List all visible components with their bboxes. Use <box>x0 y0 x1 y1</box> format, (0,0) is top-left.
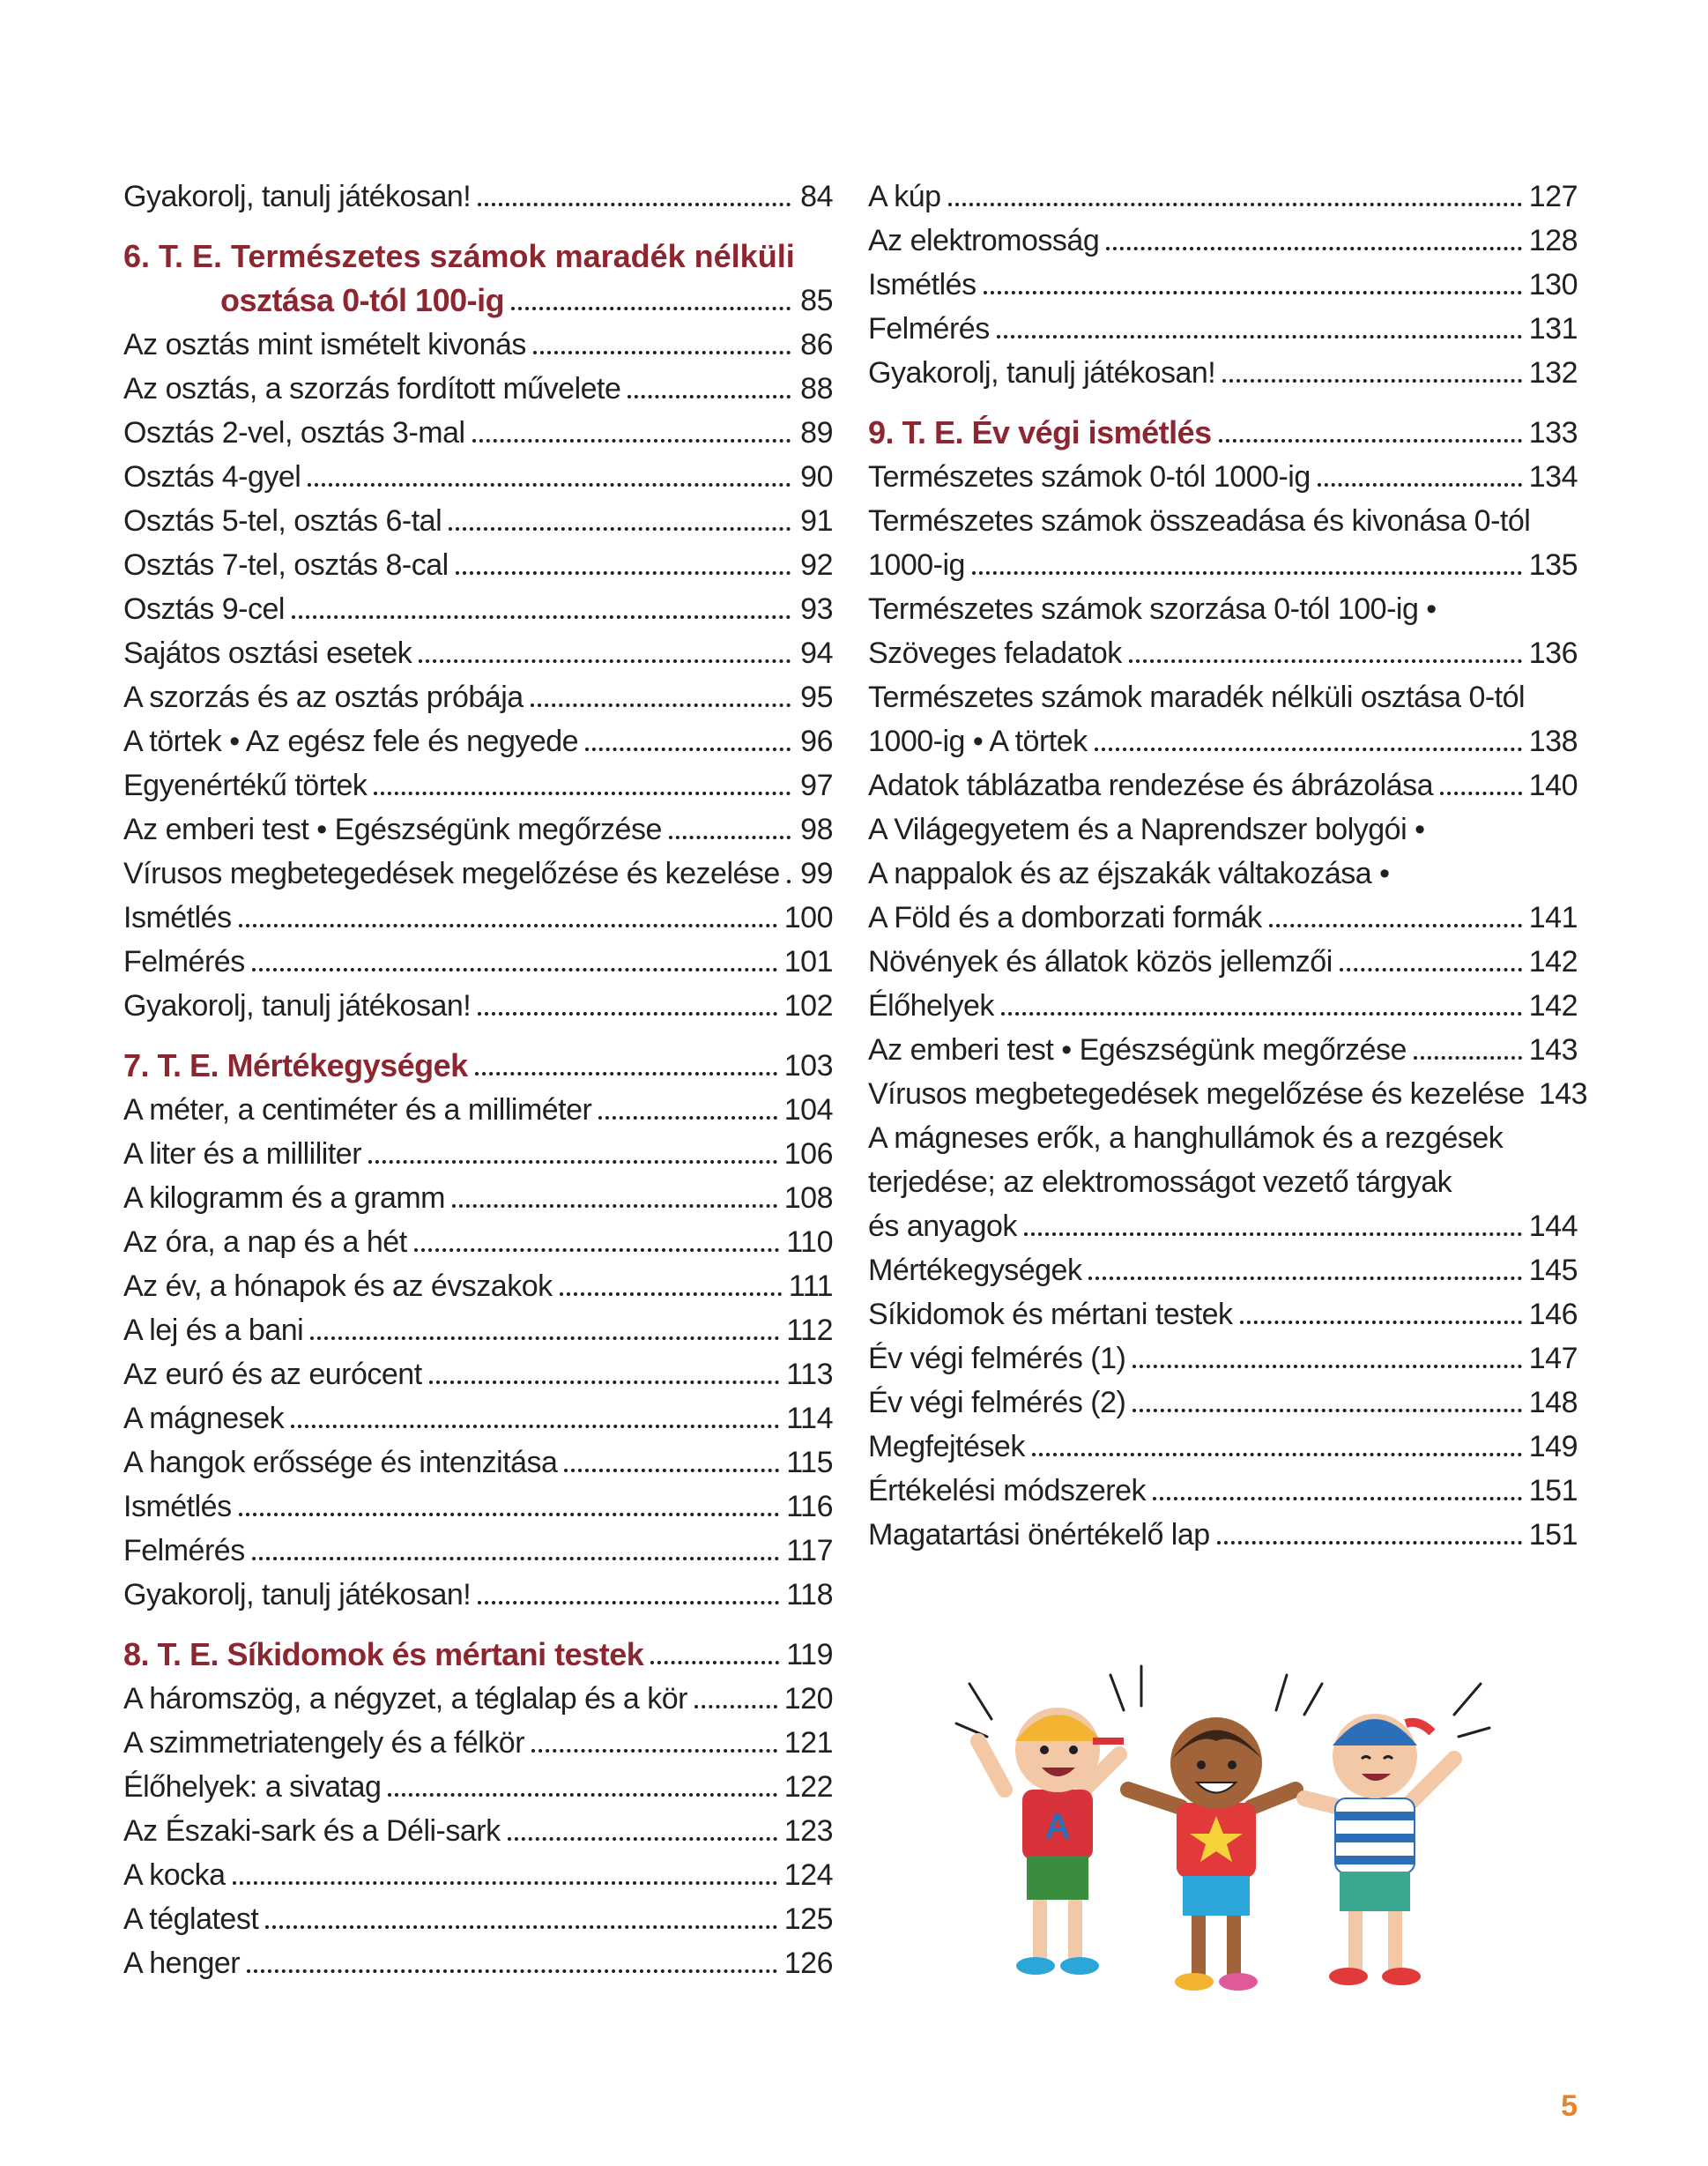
toc-entry-title: Síkidomok és mértani testek <box>868 1298 1233 1331</box>
dot-leader <box>478 203 791 206</box>
toc-entry-page: 151 <box>1528 1474 1578 1507</box>
toc-entry-page: 97 <box>800 769 833 802</box>
toc-entry-page: 146 <box>1528 1298 1578 1331</box>
kid-left <box>978 1708 1124 1975</box>
toc-entry-line[interactable]: Természetes számok maradék nélküli osztása 0-tól <box>868 681 1526 714</box>
toc-entry-title: A téglatest <box>123 1902 259 1936</box>
dot-leader <box>669 836 791 839</box>
toc-right-column <box>868 175 1588 1557</box>
toc-entry[interactable] <box>123 1809 833 1853</box>
toc-entry-title: Értékelési módszerek <box>868 1474 1147 1507</box>
toc-entry-title: és anyagok <box>868 1210 1017 1243</box>
toc-entry-title: Osztás 7-tel, osztás 8-cal <box>123 548 449 582</box>
toc-entry-title: Növények és állatok közös jellemzői <box>868 945 1333 979</box>
toc-entry[interactable] <box>868 1513 1578 1557</box>
dot-leader <box>310 1336 779 1340</box>
toc-entry-page: 141 <box>1528 901 1578 934</box>
dot-leader <box>533 351 791 354</box>
toc-entry-title: osztása 0-tól 100-ig <box>220 282 505 318</box>
toc-entry[interactable] <box>123 367 833 411</box>
toc-entry-page: 119 <box>786 1638 833 1671</box>
toc-entry[interactable] <box>123 1132 833 1176</box>
toc-entry[interactable] <box>868 984 1578 1028</box>
toc-entry[interactable] <box>123 323 833 367</box>
dot-leader <box>650 1661 779 1664</box>
page-number: 5 <box>1561 2089 1578 2123</box>
dot-leader <box>1318 483 1522 487</box>
toc-entry[interactable] <box>123 719 833 763</box>
toc-entry[interactable] <box>123 1677 833 1721</box>
toc-entry-page: 86 <box>800 328 833 361</box>
dot-leader <box>388 1793 776 1797</box>
toc-entry-page: 132 <box>1528 356 1578 390</box>
toc-entry[interactable] <box>868 1425 1578 1469</box>
toc-entry[interactable] <box>123 984 833 1028</box>
toc-entry[interactable] <box>123 1897 833 1941</box>
toc-entry-page: 112 <box>786 1314 833 1347</box>
shirt-letter: A <box>1044 1807 1071 1846</box>
kid-right <box>1304 1714 1454 1985</box>
toc-entry-page: 94 <box>800 636 833 670</box>
toc-entry-page: 92 <box>800 548 833 582</box>
toc-entry-page: 121 <box>783 1726 833 1760</box>
toc-entry-title: Felmérés <box>868 312 990 346</box>
toc-entry-title: Sajátos osztási esetek <box>123 636 412 670</box>
toc-entry-page: 108 <box>783 1181 833 1215</box>
toc-entry-page: 142 <box>1528 945 1578 979</box>
toc-entry-page: 143 <box>1528 1033 1578 1067</box>
toc-entry-page: 147 <box>1528 1342 1578 1375</box>
toc-entry-page: 88 <box>800 372 833 406</box>
toc-entry[interactable] <box>123 1573 833 1617</box>
toc-entry[interactable] <box>123 1088 833 1132</box>
toc-entry-page: 130 <box>1528 268 1578 301</box>
toc-entry-line[interactable]: terjedése; az elektromosságot vezető tárgyak <box>868 1165 1452 1199</box>
dot-leader <box>531 1749 777 1753</box>
toc-entry-page: 136 <box>1528 636 1578 670</box>
toc-entry-line[interactable]: A Világegyetem és a Naprendszer bolygói • <box>868 813 1425 846</box>
toc-entry-title: Év végi felmérés (1) <box>868 1342 1126 1375</box>
toc-entry-title: A szimmetriatengely és a félkör <box>123 1726 525 1760</box>
toc-entry[interactable] <box>868 1469 1578 1513</box>
toc-entry-page: 102 <box>783 989 833 1023</box>
toc-entry-title: Az osztás, a szorzás fordított művelete <box>123 372 621 406</box>
toc-entry[interactable] <box>123 1176 833 1220</box>
toc-entry[interactable] <box>868 455 1578 499</box>
toc-entry[interactable] <box>868 631 1578 675</box>
toc-entry[interactable] <box>123 543 833 587</box>
dot-leader <box>1414 1056 1522 1060</box>
toc-entry[interactable] <box>123 1220 833 1264</box>
toc-entry[interactable] <box>868 1336 1578 1381</box>
toc-entry-title: Felmérés <box>123 1534 245 1567</box>
dot-leader <box>598 1116 776 1120</box>
toc-entry[interactable] <box>868 263 1578 307</box>
toc-entry-page: 100 <box>783 901 833 934</box>
dot-leader <box>475 1072 777 1076</box>
toc-entry-title: Az euró és az eurócent <box>123 1358 422 1391</box>
toc-entry-page: 140 <box>1528 769 1578 802</box>
toc-entry-page: 142 <box>1528 989 1578 1023</box>
dot-leader <box>265 1925 776 1929</box>
toc-entry-title: Ismétlés <box>123 901 232 934</box>
dot-leader <box>414 1248 780 1252</box>
toc-entry[interactable] <box>123 808 833 852</box>
toc-entry-title: Osztás 2-vel, osztás 3-mal <box>123 416 465 450</box>
toc-entry-title: A henger <box>123 1946 241 1980</box>
toc-entry-title: 8. T. E. Síkidomok és mértani testek <box>123 1636 644 1672</box>
dot-leader <box>368 1160 777 1164</box>
cheering-kids-illustration <box>952 1657 1498 2028</box>
toc-entry[interactable] <box>868 940 1578 984</box>
dot-leader <box>252 968 777 971</box>
dot-leader <box>1269 924 1522 927</box>
section-heading-8[interactable] <box>123 1633 833 1677</box>
toc-entry-page: 91 <box>800 504 833 538</box>
dot-leader <box>478 1012 777 1016</box>
dot-leader <box>472 439 791 443</box>
dot-leader <box>1088 1277 1521 1280</box>
toc-entry-title: 9. T. E. Év végi ismétlés <box>868 414 1212 450</box>
toc-entry[interactable] <box>868 763 1578 808</box>
toc-entry-title: A törtek • Az egész fele és negyede <box>123 725 579 758</box>
toc-entry-title: Év végi felmérés (2) <box>868 1386 1126 1419</box>
section-heading-9[interactable] <box>868 411 1578 455</box>
dot-leader <box>1153 1497 1522 1500</box>
toc-entry-line[interactable]: A nappalok és az éjszakák váltakozása • <box>868 857 1390 890</box>
toc-entry[interactable] <box>123 499 833 543</box>
toc-entry-title: Az emberi test • Egészségünk megőrzése <box>868 1033 1407 1067</box>
toc-entry-title: A kilogramm és a gramm <box>123 1181 445 1215</box>
toc-entry[interactable] <box>868 1248 1578 1292</box>
dot-leader <box>1440 792 1522 795</box>
dot-leader <box>560 1292 782 1296</box>
dot-leader <box>984 291 1522 294</box>
toc-entry-title: Az Északi-sark és a Déli-sark <box>123 1814 501 1848</box>
dot-leader <box>1106 247 1522 250</box>
dot-leader <box>787 880 791 883</box>
toc-entry[interactable] <box>123 1765 833 1809</box>
dot-leader <box>564 1469 779 1472</box>
dot-leader <box>292 615 791 619</box>
toc-entry-page: 123 <box>783 1814 833 1848</box>
toc-entry-page: 151 <box>1528 1518 1578 1552</box>
toc-entry-title: Élőhelyek: a sivatag <box>123 1770 382 1804</box>
section-heading-7[interactable] <box>123 1044 833 1088</box>
dot-leader <box>531 703 791 707</box>
dot-leader <box>247 1969 777 1973</box>
dot-leader <box>456 571 791 575</box>
toc-entry[interactable] <box>123 1485 833 1529</box>
toc-entry-page: 149 <box>1528 1430 1578 1463</box>
toc-entry[interactable] <box>868 896 1578 940</box>
toc-entry[interactable] <box>868 1204 1578 1248</box>
toc-entry-page: 115 <box>786 1446 833 1479</box>
toc-entry-line[interactable]: A mágneses erők, a hanghullámok és a rezgések <box>868 1121 1504 1155</box>
toc-entry[interactable] <box>123 1853 833 1897</box>
toc-entry-page: 144 <box>1528 1210 1578 1243</box>
toc-entry-page: 126 <box>783 1946 833 1980</box>
toc-entry-title: 7. T. E. Mértékegységek <box>123 1047 468 1083</box>
toc-entry-title: Osztás 4-gyel <box>123 460 301 494</box>
toc-entry[interactable] <box>123 1352 833 1396</box>
toc-entry-title: 1000-ig • A törtek <box>868 725 1088 758</box>
toc-entry-page: 93 <box>800 592 833 626</box>
toc-entry-page: 145 <box>1528 1254 1578 1287</box>
toc-entry-title: 1000-ig <box>868 548 965 582</box>
toc-entry-page: 124 <box>783 1858 833 1892</box>
toc-entry-title: Az elektromosság <box>868 224 1100 257</box>
dot-leader <box>1217 1541 1522 1544</box>
toc-entry-page: 89 <box>800 416 833 450</box>
toc-entry[interactable] <box>123 1264 833 1308</box>
dot-leader <box>1240 1321 1522 1324</box>
dot-leader <box>1001 1012 1522 1016</box>
dot-leader <box>1219 439 1522 443</box>
dot-leader <box>374 792 791 795</box>
toc-entry[interactable] <box>868 1028 1578 1072</box>
toc-entry-title: Természetes számok 0-tól 1000-ig <box>868 460 1311 494</box>
toc-entry[interactable] <box>123 455 833 499</box>
dot-leader <box>1095 748 1522 751</box>
toc-entry-page: 122 <box>783 1770 833 1804</box>
toc-entry-title: Az óra, a nap és a hét <box>123 1225 407 1259</box>
dot-leader <box>1222 379 1522 383</box>
toc-entry[interactable] <box>123 587 833 631</box>
toc-entry-page: 110 <box>786 1225 833 1259</box>
toc-entry-title: Mértékegységek <box>868 1254 1082 1287</box>
toc-entry-title: A hangok erőssége és intenzitása <box>123 1446 558 1479</box>
toc-entry-page: 106 <box>783 1137 833 1171</box>
toc-entry[interactable] <box>123 852 833 896</box>
dot-leader <box>449 527 791 531</box>
toc-entry-title: A Föld és a domborzati formák <box>868 901 1262 934</box>
dot-leader <box>308 483 791 487</box>
toc-entry[interactable] <box>868 175 1578 219</box>
toc-entry[interactable] <box>123 411 833 455</box>
toc-entry[interactable] <box>123 1440 833 1485</box>
dot-leader <box>1132 1365 1521 1368</box>
toc-entry-line[interactable]: Természetes számok szorzása 0-tól 100-ig • <box>868 592 1437 626</box>
dot-leader <box>694 1705 777 1708</box>
toc-entry[interactable] <box>123 763 833 808</box>
toc-entry-page: 113 <box>786 1358 833 1391</box>
toc-entry[interactable] <box>123 940 833 984</box>
dot-leader <box>628 395 791 398</box>
dot-leader <box>508 1837 777 1841</box>
dot-leader <box>1024 1232 1522 1236</box>
toc-entry-page: 135 <box>1528 548 1578 582</box>
toc-entry-page: 138 <box>1528 725 1578 758</box>
dot-leader <box>419 659 791 663</box>
toc-entry-page: 104 <box>783 1093 833 1127</box>
dot-leader <box>511 307 791 310</box>
toc-entry-page: 90 <box>800 460 833 494</box>
toc-left-column <box>123 175 833 1985</box>
toc-entry[interactable] <box>123 896 833 940</box>
toc-entry-title: A liter és a milliliter <box>123 1137 362 1171</box>
toc-entry-page: 116 <box>786 1490 833 1523</box>
toc-entry-page: 125 <box>783 1902 833 1936</box>
toc-entry-title: Egyenértékű törtek <box>123 769 368 802</box>
toc-entry-title: A szorzás és az osztás próbája <box>123 681 524 714</box>
toc-entry-page: 143 <box>1538 1077 1588 1111</box>
dot-leader <box>585 748 791 751</box>
toc-entry-title: Vírusos megbetegedések megelőzése és kezelése <box>123 857 780 890</box>
toc-entry-page: 131 <box>1528 312 1578 346</box>
toc-entry-page: 120 <box>783 1682 833 1716</box>
toc-entry-page: 111 <box>788 1269 833 1303</box>
toc-entry-page: 128 <box>1528 224 1578 257</box>
toc-entry-title: Szöveges feladatok <box>868 636 1122 670</box>
dot-leader <box>429 1381 780 1384</box>
toc-entry[interactable] <box>868 1072 1588 1116</box>
toc-entry-page: 99 <box>800 857 833 890</box>
toc-entry[interactable] <box>123 675 833 719</box>
toc-entry-title: Felmérés <box>123 945 245 979</box>
dot-leader <box>997 335 1522 339</box>
toc-entry-title: Gyakorolj, tanulj játékosan! <box>123 180 472 213</box>
toc-entry-title: Gyakorolj, tanulj játékosan! <box>123 989 472 1023</box>
toc-entry[interactable] <box>868 307 1578 351</box>
toc-entry-title: Osztás 9-cel <box>123 592 285 626</box>
toc-entry-title: Magatartási önértékelő lap <box>868 1518 1210 1552</box>
dot-leader <box>948 203 1522 206</box>
toc-entry-title: A kocka <box>123 1858 226 1892</box>
toc-entry-page: 134 <box>1528 460 1578 494</box>
toc-entry-title: A lej és a bani <box>123 1314 304 1347</box>
toc-entry[interactable] <box>123 1529 833 1573</box>
toc-entry-page: 127 <box>1528 180 1578 213</box>
section-heading-6[interactable]: 6. T. E. Természetes számok maradék nélküli <box>123 238 795 274</box>
toc-entry-title: Ismétlés <box>868 268 977 301</box>
toc-entry-page: 95 <box>800 681 833 714</box>
toc-entry-title: Az év, a hónapok és az évszakok <box>123 1269 553 1303</box>
toc-entry-page: 84 <box>800 180 833 213</box>
toc-entry-title: Ismétlés <box>123 1490 232 1523</box>
toc-entry-title: A kúp <box>868 180 941 213</box>
kid-middle <box>1128 1717 1296 1991</box>
toc-entry-title: Adatok táblázatba rendezése és ábrázolása <box>868 769 1434 802</box>
dot-leader <box>233 1881 777 1885</box>
toc-entry[interactable] <box>123 1308 833 1352</box>
toc-entry-page: 133 <box>1528 416 1578 450</box>
toc-entry[interactable] <box>123 1721 833 1765</box>
toc-entry-page: 114 <box>786 1402 833 1435</box>
section-heading-6-cont[interactable] <box>123 279 833 323</box>
dot-leader <box>252 1557 780 1560</box>
toc-entry[interactable] <box>123 1396 833 1440</box>
toc-entry-page: 96 <box>800 725 833 758</box>
toc-entry-title: Gyakorolj, tanulj játékosan! <box>868 356 1216 390</box>
toc-entry-title: A háromszög, a négyzet, a téglalap és a kör <box>123 1682 688 1716</box>
dot-leader <box>478 1601 779 1604</box>
dot-leader <box>239 924 777 927</box>
dot-leader <box>972 571 1522 575</box>
toc-entry[interactable] <box>868 543 1578 587</box>
toc-entry-title: A mágnesek <box>123 1402 285 1435</box>
toc-entry-page: 85 <box>800 284 833 317</box>
dot-leader <box>452 1204 777 1208</box>
toc-entry-title: Az emberi test • Egészségünk megőrzése <box>123 813 662 846</box>
toc-entry[interactable] <box>868 219 1578 263</box>
toc-entry[interactable] <box>123 1941 833 1985</box>
toc-entry-title: Élőhelyek <box>868 989 994 1023</box>
dot-leader <box>1032 1453 1522 1456</box>
toc-entry-title: Osztás 5-tel, osztás 6-tal <box>123 504 442 538</box>
dot-leader <box>1340 968 1522 971</box>
toc-entry-title: Megfejtések <box>868 1430 1025 1463</box>
toc-entry[interactable] <box>868 1292 1578 1336</box>
toc-entry-page: 103 <box>783 1049 833 1083</box>
toc-entry-line[interactable]: Természetes számok összeadása és kivonása 0-tól <box>868 504 1531 538</box>
toc-entry-title: Gyakorolj, tanulj játékosan! <box>123 1578 472 1611</box>
toc-entry-title: Az osztás mint ismételt kivonás <box>123 328 526 361</box>
toc-entry-page: 117 <box>786 1534 833 1567</box>
toc-entry[interactable] <box>868 351 1578 395</box>
dot-leader <box>239 1513 780 1516</box>
toc-entry[interactable] <box>868 1381 1578 1425</box>
toc-entry-page: 148 <box>1528 1386 1578 1419</box>
toc-entry-title: A méter, a centiméter és a milliméter <box>123 1093 592 1127</box>
dot-leader <box>1132 1409 1521 1412</box>
toc-entry[interactable] <box>123 175 833 219</box>
toc-entry-title: Vírusos megbetegedések megelőzése és kezelése <box>868 1077 1525 1111</box>
toc-entry-page: 101 <box>783 945 833 979</box>
dot-leader <box>291 1425 779 1428</box>
toc-entry[interactable] <box>868 719 1578 763</box>
toc-entry[interactable] <box>123 631 833 675</box>
toc-entry-page: 98 <box>800 813 833 846</box>
dot-leader <box>1129 659 1522 663</box>
toc-entry-page: 118 <box>786 1578 833 1611</box>
